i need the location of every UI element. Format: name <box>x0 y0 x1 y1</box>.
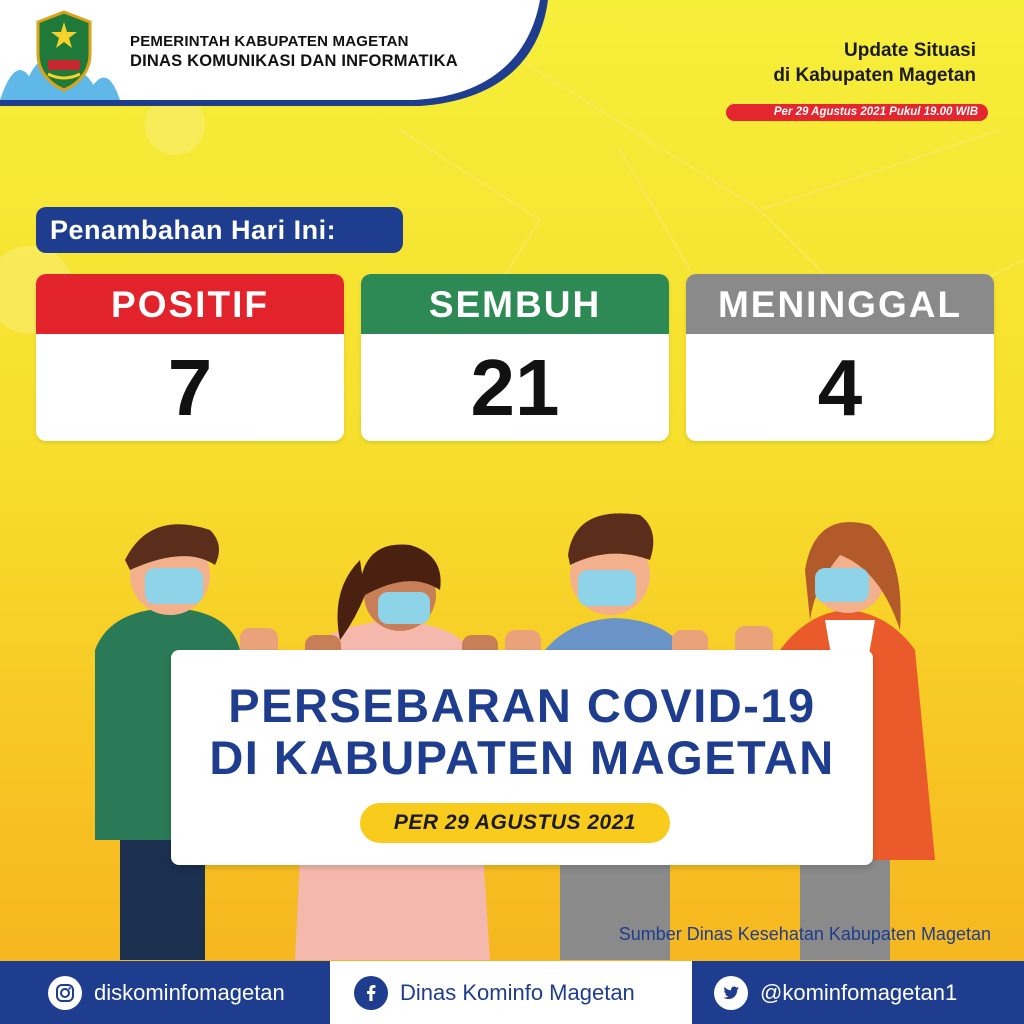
facebook-link[interactable] <box>330 961 692 1024</box>
stat-card-sembuh <box>361 274 669 441</box>
stat-card-meninggal <box>686 274 994 441</box>
update-line-1: Update Situasi <box>844 40 976 61</box>
social-footer <box>0 961 1024 1024</box>
stat-value-meninggal: 4 <box>817 343 863 432</box>
stat-value-positif: 7 <box>167 343 213 432</box>
facebook-handle: Dinas Kominfo Magetan <box>400 979 635 1005</box>
today-label: Penambahan Hari Ini: <box>36 207 403 253</box>
instagram-handle: diskominfomagetan <box>94 979 285 1005</box>
org-line-1: PEMERINTAH KABUPATEN MAGETAN <box>130 33 409 50</box>
update-title <box>773 38 976 88</box>
instagram-icon <box>48 976 82 1010</box>
instagram-link[interactable] <box>0 961 330 1024</box>
stat-value-sembuh: 21 <box>470 343 560 432</box>
facebook-icon <box>354 976 388 1010</box>
organization-title <box>130 33 458 71</box>
source-credit: Sumber Dinas Kesehatan Kabupaten Magetan <box>618 924 991 944</box>
twitter-icon <box>714 976 748 1010</box>
stat-label-positif: POSITIF <box>36 274 344 334</box>
stat-label-meninggal: MENINGGAL <box>686 274 994 334</box>
banner-date-pill: PER 29 AGUSTUS 2021 <box>360 803 670 843</box>
org-line-2: DINAS KOMUNIKASI DAN INFORMATIKA <box>130 52 458 70</box>
stat-card-positif <box>36 274 344 441</box>
banner-title-line-1: PERSEBARAN COVID-19 <box>228 679 816 732</box>
twitter-link[interactable] <box>692 961 1024 1024</box>
main-banner <box>171 650 873 865</box>
twitter-handle: @kominfomagetan1 <box>760 979 958 1005</box>
date-stamp: Per 29 Agustus 2021 Pukul 19.00 WIB <box>726 104 988 121</box>
magetan-emblem-icon <box>34 10 94 92</box>
stat-label-sembuh: SEMBUH <box>361 274 669 334</box>
banner-title-line-2: DI KABUPATEN MAGETAN <box>209 731 835 784</box>
update-line-2: di Kabupaten Magetan <box>773 65 976 86</box>
